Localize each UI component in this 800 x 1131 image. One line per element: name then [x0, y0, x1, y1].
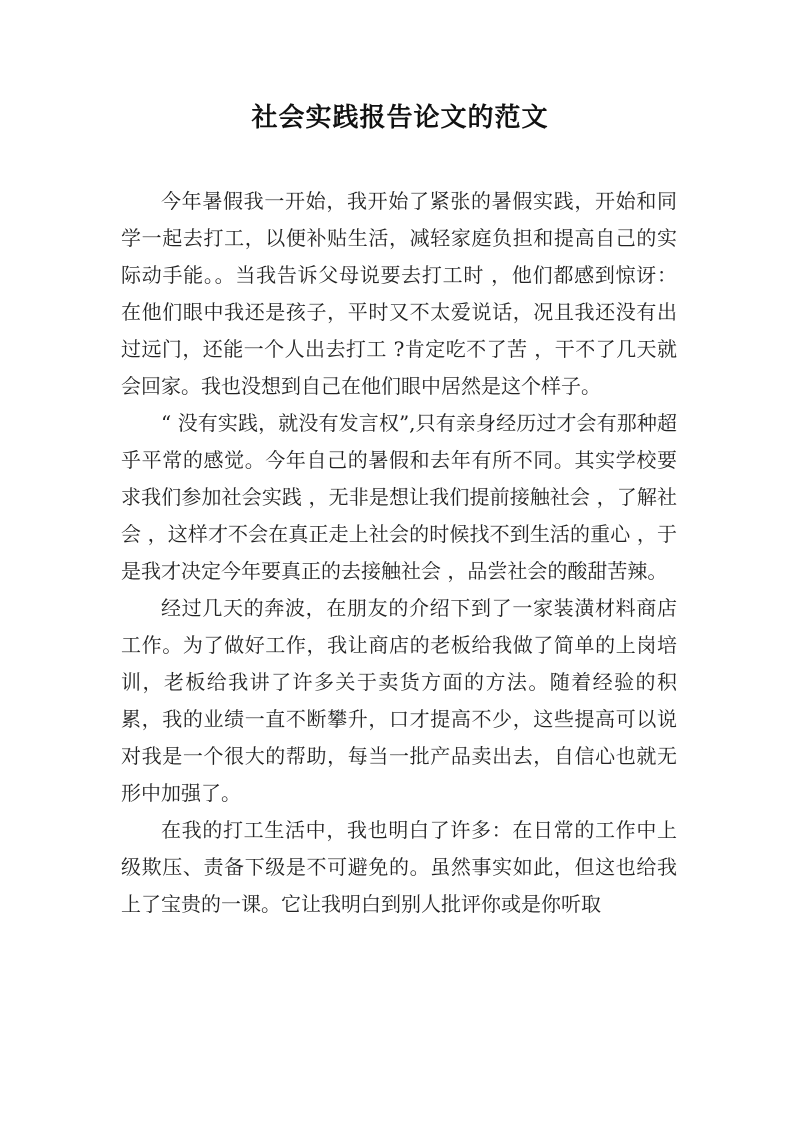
paragraph-2: “ 没有实践，就没有发言权”,只有亲身经历过才会有那种超乎平常的感觉。今年自己的暑假和去年有所不同。其实学校要求我们参加社会实践 ，无非是想让我们提前接触社会 ，了解社会 ，这样才不会在真正走上社会的时候找不到生活的重心 ，于是我才决定今年要真正的去接触社会 ，品尝社会的酸甜苦辣。	[121, 411, 677, 583]
document-body	[121, 183, 677, 923]
paragraph-1: 今年暑假我一开始，我开始了紧张的暑假实践，开始和同学一起去打工，以便补贴生活，减轻家庭负担和提高自己的实际动手能。。当我告诉父母说要去打工时 ，他们都感到惊讶：在他们眼中我还是孩子，平时又不太爱说话，况且我还没有出过远门，还能一个人出去打工 ?肯定吃不了苦 ，干不了几天就会回家。我也没想到自己在他们眼中居然是这个样子。	[121, 189, 677, 398]
paragraph-3: 经过几天的奔波，在朋友的介绍下到了一家装潢材料商店工作。为了做好工作，我让商店的老板给我做了简单的上岗培训，老板给我讲了许多关于卖货方面的方法。随着经验的积累，我的业绩一直不断攀升，口才提高不少，这些提高可以说对我是一个很大的帮助，每当一批产品卖出去，自信心也就无形中加强了。	[121, 596, 677, 805]
document-title: 社会实践报告论文的范文	[251, 103, 549, 133]
paragraph-4: 在我的打工生活中，我也明白了许多：在日常的工作中上级欺压、责备下级是不可避免的。虽然事实如此，但这也给我上了宝贵的一课。它让我明白到别人批评你或是你听取	[121, 818, 677, 916]
